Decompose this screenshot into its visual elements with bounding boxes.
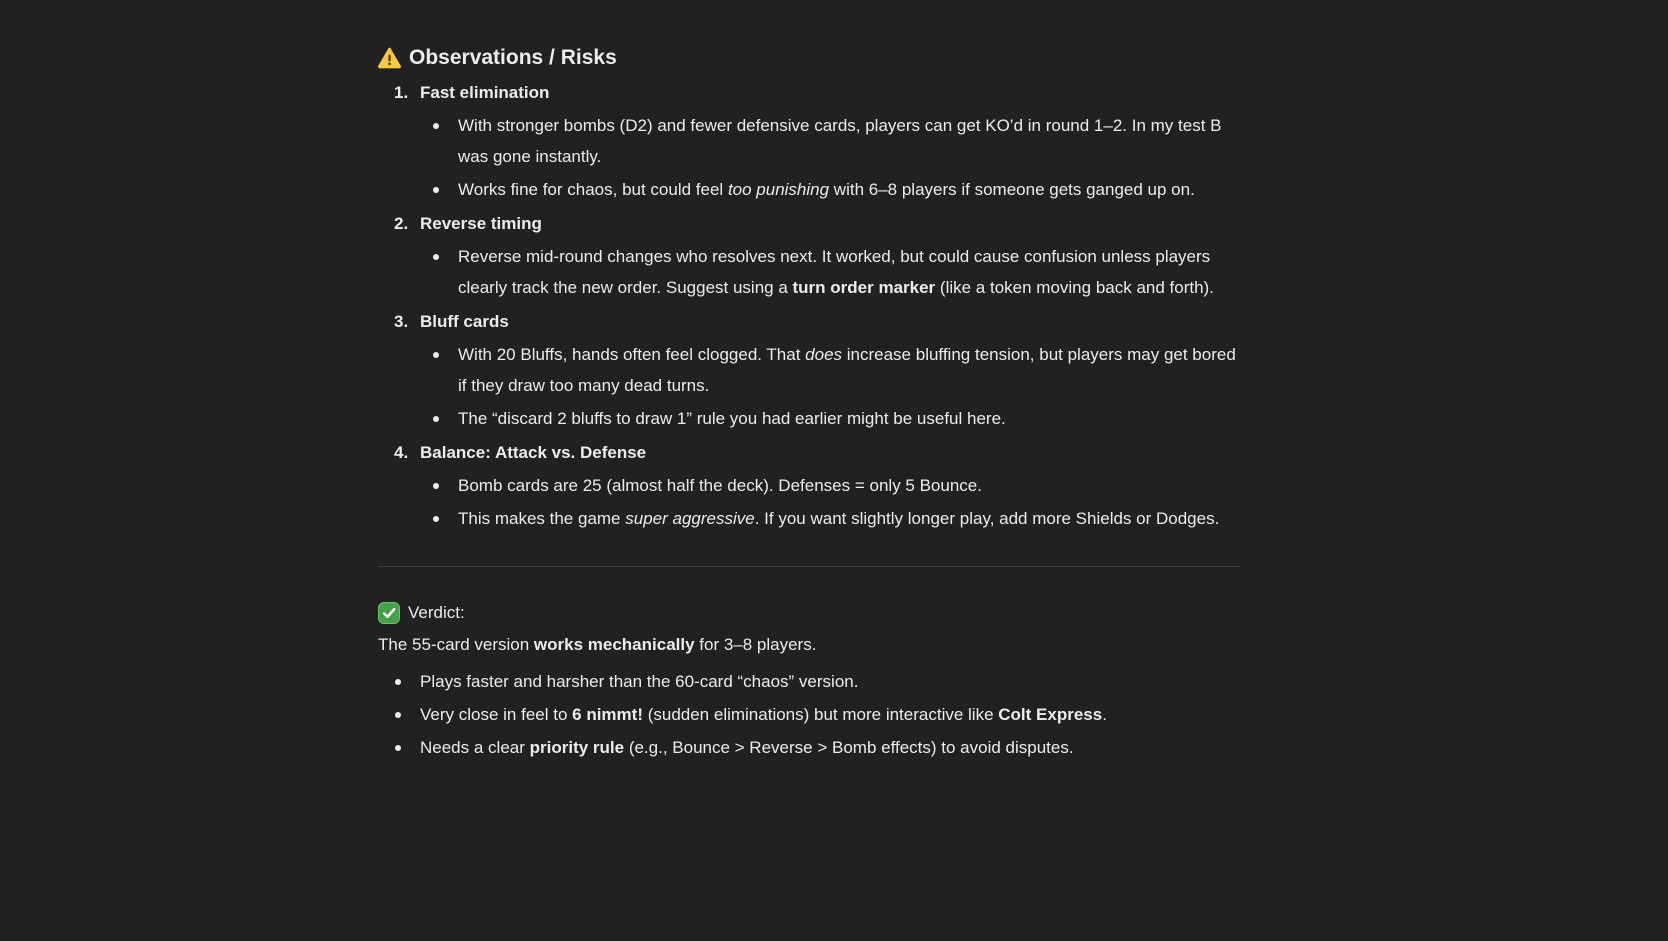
text-segment: Bomb cards are 25 (almost half the deck). Defenses = only 5 Bounce. bbox=[458, 476, 982, 495]
text-segment: Needs a clear bbox=[420, 738, 530, 757]
verdict-bullet bbox=[378, 732, 1240, 763]
section-divider bbox=[378, 566, 1240, 567]
text-segment: Reverse mid-round changes who resolves next. It worked, but could cause confusion unless players clearly track the new order. Suggest using a bbox=[458, 247, 1211, 297]
verdict-bullet bbox=[378, 666, 1240, 697]
observation-title: Reverse timing bbox=[420, 214, 542, 233]
observation-item bbox=[378, 437, 1240, 534]
observation-item bbox=[378, 306, 1240, 434]
observation-title: Balance: Attack vs. Defense bbox=[420, 443, 647, 462]
observation-bullet bbox=[420, 174, 1240, 205]
observation-bullet bbox=[420, 470, 1240, 501]
observation-bullet bbox=[420, 503, 1240, 534]
text-segment: This makes the game bbox=[458, 509, 626, 528]
observation-number: 3. bbox=[394, 312, 409, 331]
observations-heading bbox=[378, 44, 1240, 72]
verdict-intro bbox=[378, 629, 1240, 660]
observation-title: Bluff cards bbox=[420, 312, 509, 331]
observation-number: 4. bbox=[394, 443, 409, 462]
verdict-bullet bbox=[378, 699, 1240, 730]
observation-sublist bbox=[378, 110, 1240, 205]
observations-list bbox=[378, 77, 1240, 534]
check-icon bbox=[378, 602, 400, 624]
text-segment: does bbox=[805, 345, 843, 364]
verdict-list bbox=[378, 666, 1240, 763]
text-segment: increase bluffing tension, but players may get bored if they draw too many dead turns. bbox=[458, 345, 1236, 395]
observation-title: Fast elimination bbox=[420, 83, 550, 102]
text-segment: (e.g., Bounce > Reverse > Bomb effects) to avoid disputes. bbox=[624, 738, 1074, 757]
observation-number: 1. bbox=[394, 83, 409, 102]
text-segment: 6 nimmt! bbox=[572, 705, 643, 724]
observation-number: 2. bbox=[394, 214, 409, 233]
verdict-label-row bbox=[378, 597, 1240, 628]
observation-bullet bbox=[420, 339, 1240, 401]
observation-sublist bbox=[378, 241, 1240, 303]
text-segment: for 3–8 players. bbox=[694, 635, 817, 654]
observation-item bbox=[378, 77, 1240, 205]
text-segment: priority rule bbox=[529, 738, 625, 757]
observation-item bbox=[378, 208, 1240, 303]
text-segment: The “discard 2 bluffs to draw 1” rule you had earlier might be useful here. bbox=[458, 409, 1006, 428]
text-segment: with 6–8 players if someone gets ganged up on. bbox=[829, 180, 1195, 199]
text-segment: . If you want slightly longer play, add more Shields or Dodges. bbox=[754, 509, 1220, 528]
assistant-message bbox=[378, 44, 1240, 763]
observation-bullet bbox=[420, 241, 1240, 303]
text-segment: . bbox=[1102, 705, 1107, 724]
verdict-label: Verdict: bbox=[408, 603, 465, 622]
text-segment: too punishing bbox=[727, 180, 830, 199]
text-segment: super aggressive bbox=[625, 509, 755, 528]
text-segment: With stronger bombs (D2) and fewer defensive cards, players can get KO’d in round 1–2. In my test B was gone instantly. bbox=[458, 116, 1222, 166]
text-segment: (like a token moving back and forth). bbox=[935, 278, 1214, 297]
text-segment: (sudden eliminations) but more interactive like bbox=[642, 705, 999, 724]
text-segment: With 20 Bluffs, hands often feel clogged. That bbox=[458, 345, 806, 364]
observations-heading-text: Observations / Risks bbox=[409, 46, 617, 69]
text-segment: Colt Express bbox=[998, 705, 1103, 724]
observation-bullet bbox=[420, 403, 1240, 434]
warning-icon bbox=[378, 47, 401, 69]
observation-bullet bbox=[420, 110, 1240, 172]
observation-sublist bbox=[378, 470, 1240, 534]
observation-sublist bbox=[378, 339, 1240, 434]
text-segment: turn order marker bbox=[792, 278, 936, 297]
text-segment: works mechanically bbox=[533, 635, 695, 654]
text-segment: Plays faster and harsher than the 60-card “chaos” version. bbox=[420, 672, 859, 691]
text-segment: The 55-card version bbox=[378, 635, 534, 654]
text-segment: Works fine for chaos, but could feel bbox=[458, 180, 728, 199]
text-segment: Very close in feel to bbox=[420, 705, 573, 724]
